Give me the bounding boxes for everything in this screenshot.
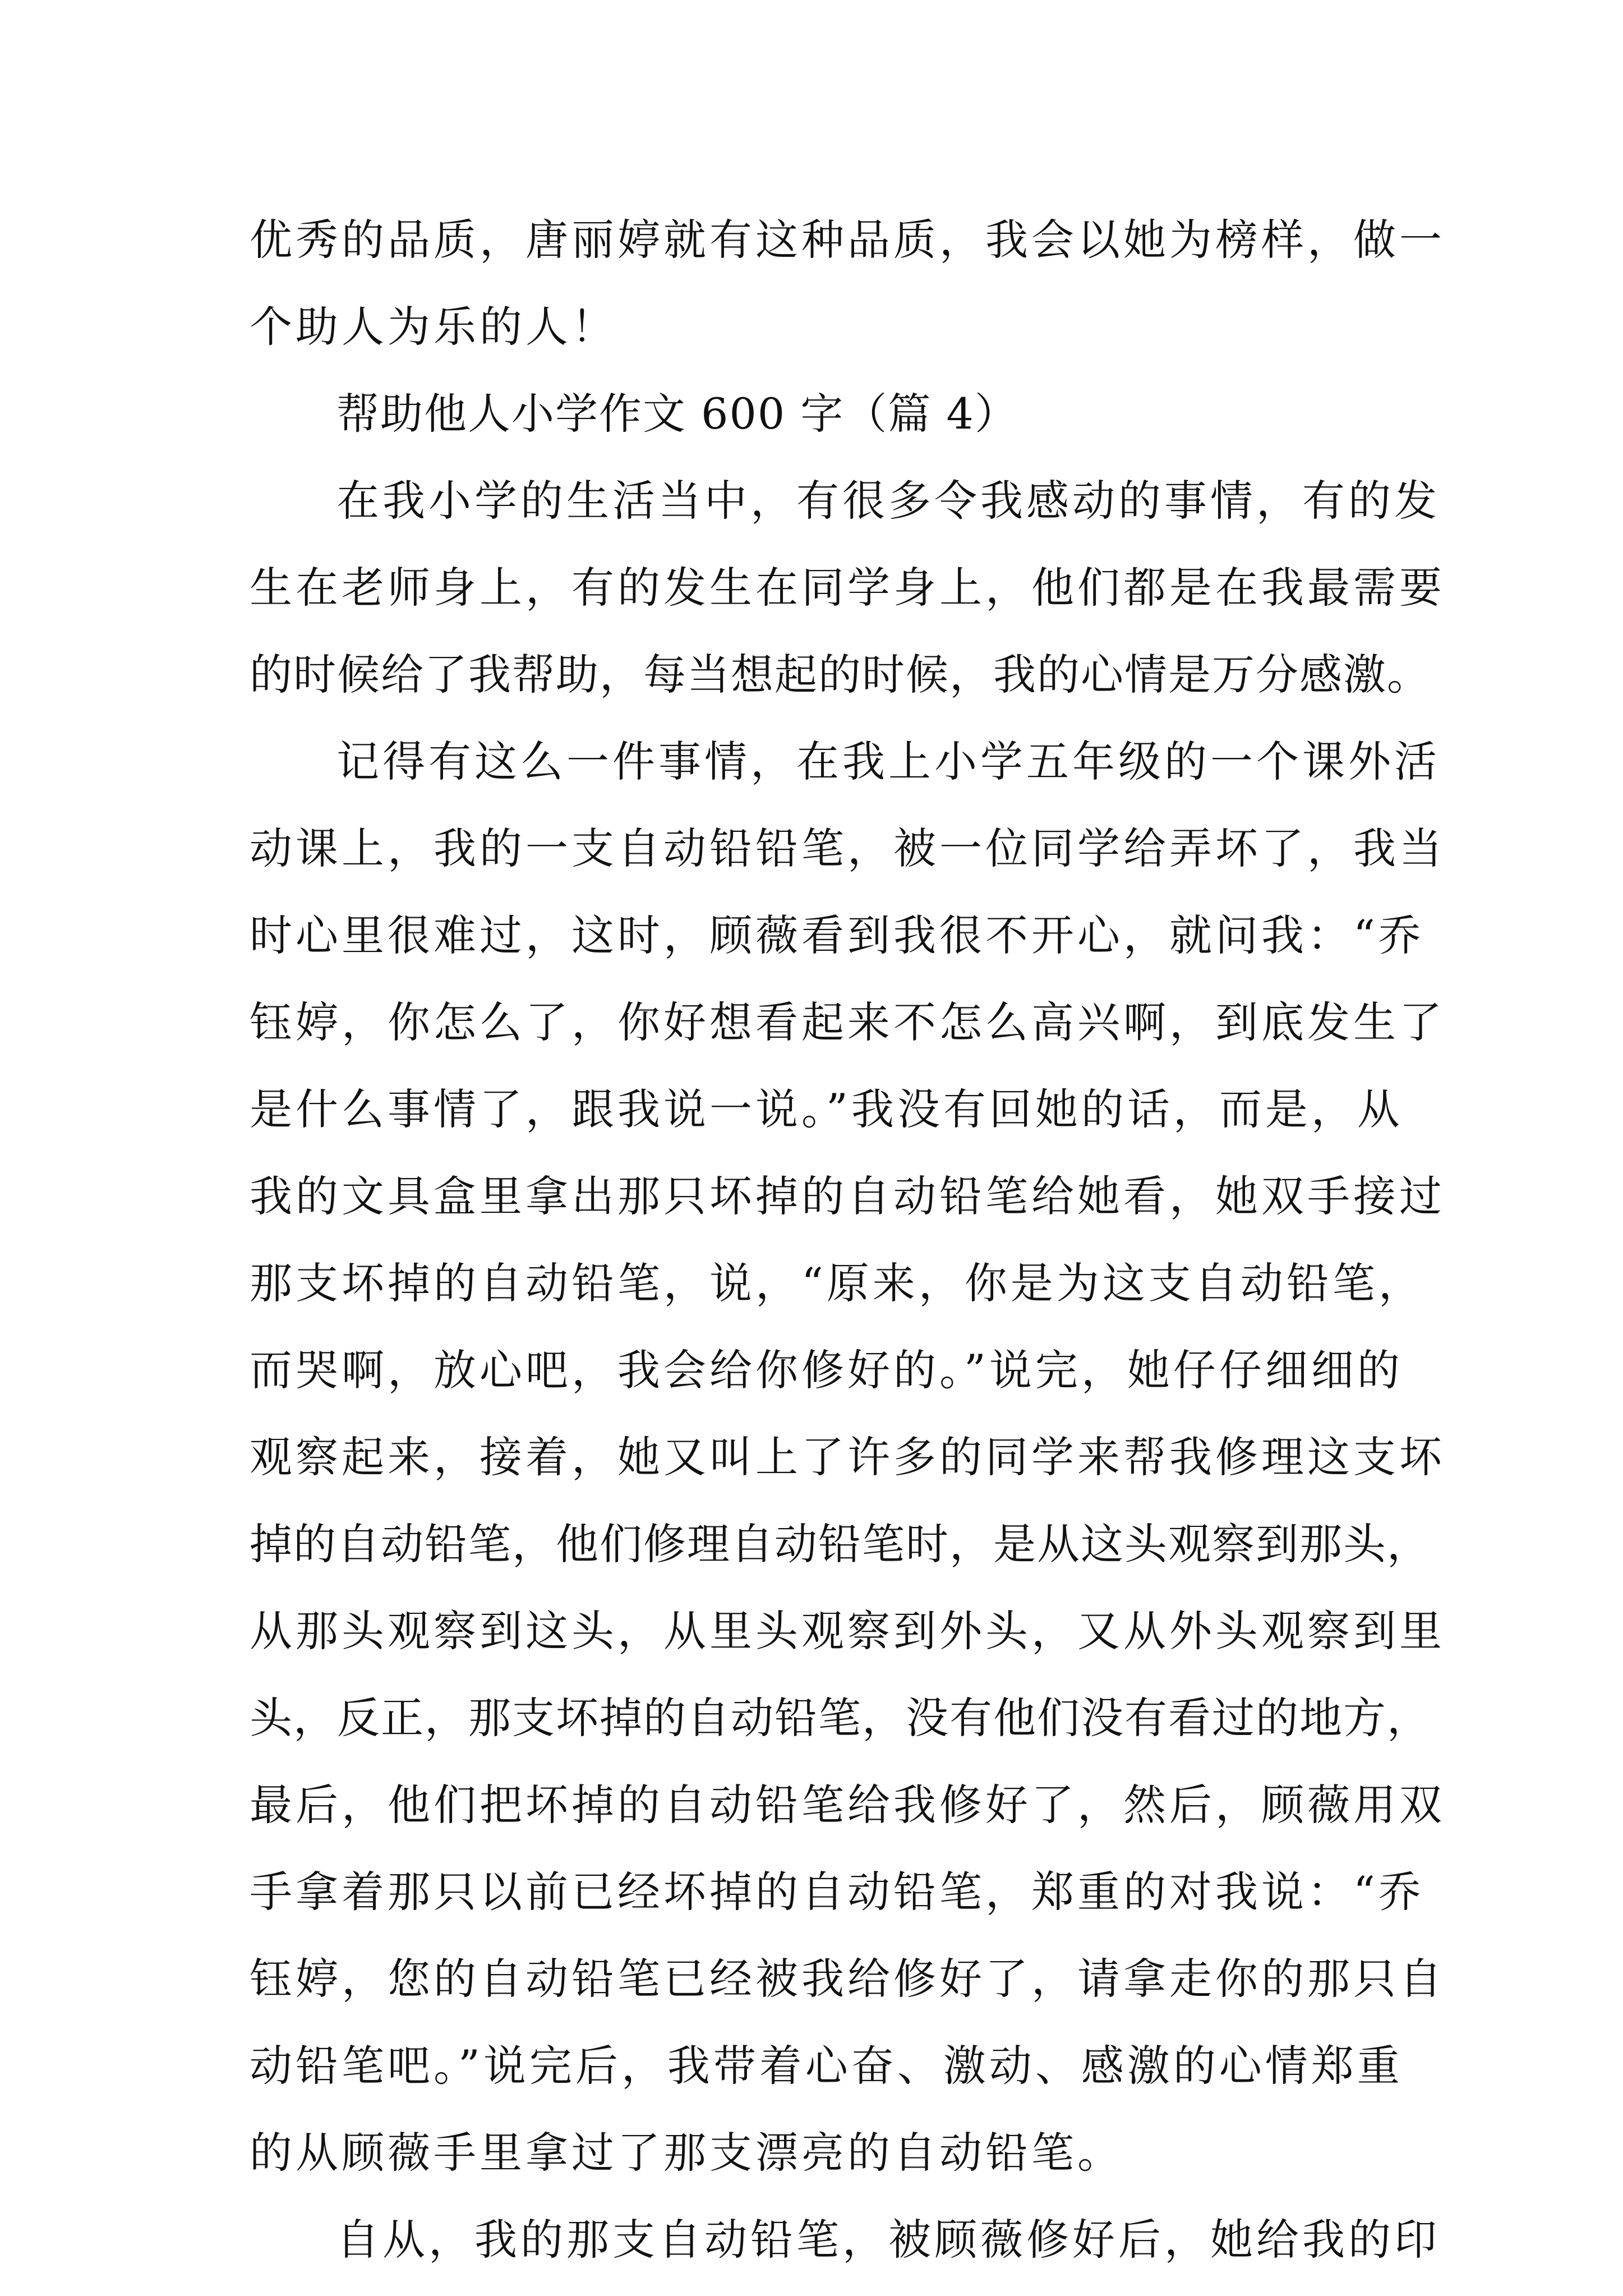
text-line: 动铅笔吧。”说完后，我带着心奋、激动、感激的心情郑重 [250, 2041, 1403, 2091]
text-line: 手拿着那只以前已经坏掉的自动铅笔，郑重的对我说：“乔 [250, 1867, 1424, 1917]
text-line: 钰婷，你怎么了，你好想看起来不怎么高兴啊，到底发生了 [250, 997, 1445, 1047]
text-line: 自从，我的那支自动铅笔，被顾薇修好后，她给我的印 [336, 2215, 1440, 2265]
text-line: 而哭啊，放心吧，我会给你修好的。”说完，她仔仔细细的 [250, 1345, 1403, 1395]
text-line: 个助人为乐的人！ [250, 302, 617, 352]
text-line: 的从顾薇手里拿过了那支漂亮的自动铅笔。 [250, 2128, 1123, 2178]
text-line: 钰婷，您的自动铅笔已经被我给修好了，请拿走你的那只自 [250, 1954, 1445, 2004]
text-line: 那支坏掉的自动铅笔，说，“原来，你是为这支自动铅笔， [250, 1258, 1424, 1308]
text-line: 从那头观察到这头，从里头观察到外头，又从外头观察到里 [250, 1606, 1445, 1656]
text-line: 是什么事情了，跟我说一说。”我没有回她的话，而是，从 [250, 1084, 1403, 1134]
text-line: 优秀的品质，唐丽婷就有这种品质，我会以她为榜样，做一 [250, 215, 1445, 265]
text-line: 掉的自动铅笔，他们修理自动铅笔时，是从这头观察到那头， [250, 1519, 1431, 1569]
text-line: 观察起来，接着，她又叫上了许多的同学来帮我修理这支坏 [250, 1432, 1445, 1482]
text-line: 生在老师身上，有的发生在同学身上，他们都是在我最需要 [250, 563, 1445, 613]
text-line: 动课上，我的一支自动铅铅笔，被一位同学给弄坏了，我当 [250, 823, 1445, 873]
section-heading: 帮助他人小学作文 600 字（篇 4） [336, 389, 1018, 439]
text-line: 最后，他们把坏掉的自动铅笔给我修好了，然后，顾薇用双 [250, 1780, 1445, 1830]
text-line: 头，反正，那支坏掉的自动铅笔，没有他们没有看过的地方， [250, 1693, 1431, 1743]
text-line: 在我小学的生活当中，有很多令我感动的事情，有的发 [336, 476, 1440, 526]
text-line: 的时候给了我帮助，每当想起的时候，我的心情是万分感激。 [250, 650, 1431, 700]
text-line: 我的文具盒里拿出那只坏掉的自动铅笔给她看，她双手接过 [250, 1171, 1445, 1221]
text-line: 时心里很难过，这时，顾薇看到我很不开心，就问我：“乔 [250, 910, 1424, 960]
text-line: 记得有这么一件事情，在我上小学五年级的一个课外活 [336, 737, 1440, 786]
